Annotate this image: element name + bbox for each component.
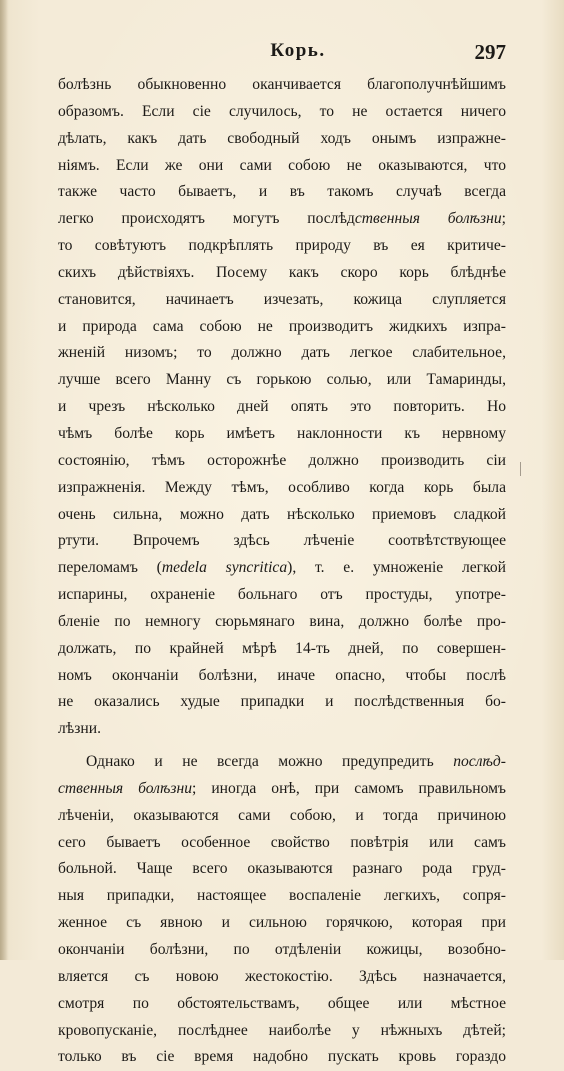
margin-mark <box>520 462 521 476</box>
text-line: окончаніи болѣзни, по отдѣленіи кожицы, возобно- <box>58 941 506 958</box>
text-line: вляется съ новою жестокостію. Здѣсь назначается, <box>58 967 506 985</box>
text-line: Однако и не всегда можно предупредить послѣд- <box>86 753 506 771</box>
text-line: номъ окончаніи болѣзни, иначе опасно, чтобы послѣ <box>58 666 506 684</box>
text-line: женное съ явною и сильною горячкою, которая при <box>58 914 506 932</box>
paragraph-2 <box>58 749 506 1071</box>
text-line: сего бываетъ особенное свойство повѣтрія или самъ <box>58 833 506 851</box>
text-line: ныя припадки, настоящее воспаленіе легкихъ, сопря- <box>58 887 506 905</box>
italic-term: ственныя болѣзни <box>58 779 193 797</box>
text-line: и чрезъ нѣсколько дней опять это повторить. Но <box>58 398 506 416</box>
text-line: не оказались худые припадки и послѣдственныя бо- <box>58 693 506 711</box>
text-line: испарины, охраненіе больнаго отъ простуды, употре- <box>58 586 506 604</box>
text-line: образомъ. Если сіе случилось, то не остается ничего <box>58 102 506 120</box>
text-line: смотря по обстоятельствамъ, общее или мѣстное <box>58 994 506 1012</box>
text-line: ственныя болѣзни; иногда онѣ, при самомъ правильномъ <box>58 779 506 797</box>
text-line: и природа сама собою не производитъ жидкихъ изпра- <box>58 317 506 335</box>
text-line: должать, по крайней мѣрѣ 14-ть дней, по совершен- <box>58 639 506 657</box>
text-line: скихъ дѣйствіяхъ. Посему какъ скоро корь блѣднѣе <box>58 263 506 281</box>
text-line: то совѣтуютъ подкрѣплять природу въ ея критиче- <box>58 237 506 255</box>
text-line: состоянію, тѣмъ осторожнѣе должно производить сіи <box>58 451 506 469</box>
text-line: ртути. Впрочемъ здѣсь лѣченіе соотвѣтствующее <box>58 532 506 550</box>
text-line: только въ сіе время надобно пускать кровь гораздо <box>58 1048 506 1066</box>
text-line: болѣзнь обыкновенно оканчивается благополучнѣйшимъ <box>58 76 506 93</box>
binding-shadow <box>0 0 8 960</box>
paragraph-1 <box>58 72 506 743</box>
italic-term: ственныя болѣзни <box>354 210 502 228</box>
text-line: легко происходятъ могутъ послѣдственныя болѣзни; <box>58 210 506 228</box>
italic-term: medela syncritica <box>161 559 288 577</box>
text-line: лѣченіи, оказываются сами собою, и тогда причиною <box>58 806 506 824</box>
text-line: чѣмъ болѣе корь имѣетъ наклонности къ нервному <box>58 424 506 442</box>
text-line: дѣлать, какъ дать свободный ходъ онымъ изпражне- <box>58 129 506 147</box>
text-line: лѣзни. <box>58 720 101 738</box>
text-line: больной. Чаще всего оказываются разнаго рода груд- <box>58 860 506 878</box>
text-line: лучше всего Манну съ горькою солью, или Тамаринды, <box>58 371 506 389</box>
text-line: кровопусканіе, послѣднее наиболѣе у нѣжныхъ дѣтей; <box>58 1021 506 1039</box>
text-line: очень сильна, можно дать нѣсколько приемовъ сладкой <box>58 505 506 523</box>
text-line: также часто бываетъ, и въ такомъ случаѣ всегда <box>58 183 506 201</box>
text-line: изпражненія. Между тѣмъ, особливо когда корь была <box>58 478 506 496</box>
page-header <box>60 40 506 64</box>
italic-term: послѣд- <box>453 753 506 771</box>
text-line: жненій низомъ; то должно дать легкое слабительное, <box>58 344 506 362</box>
text-line: бленіе по немногу сюрьмянаго вина, должно болѣе про- <box>58 612 506 630</box>
running-head: Корь. <box>270 40 326 61</box>
page-number: 297 <box>474 40 506 64</box>
body-text <box>58 72 506 1071</box>
text-line: становится, начинаетъ изчезать, кожица слупляется <box>58 290 506 308</box>
text-line: ніямъ. Если же они сами собою не оказываются, что <box>58 156 506 174</box>
text-line: переломамъ (medela syncritica), т. е. умноженіе легкой <box>58 559 506 577</box>
